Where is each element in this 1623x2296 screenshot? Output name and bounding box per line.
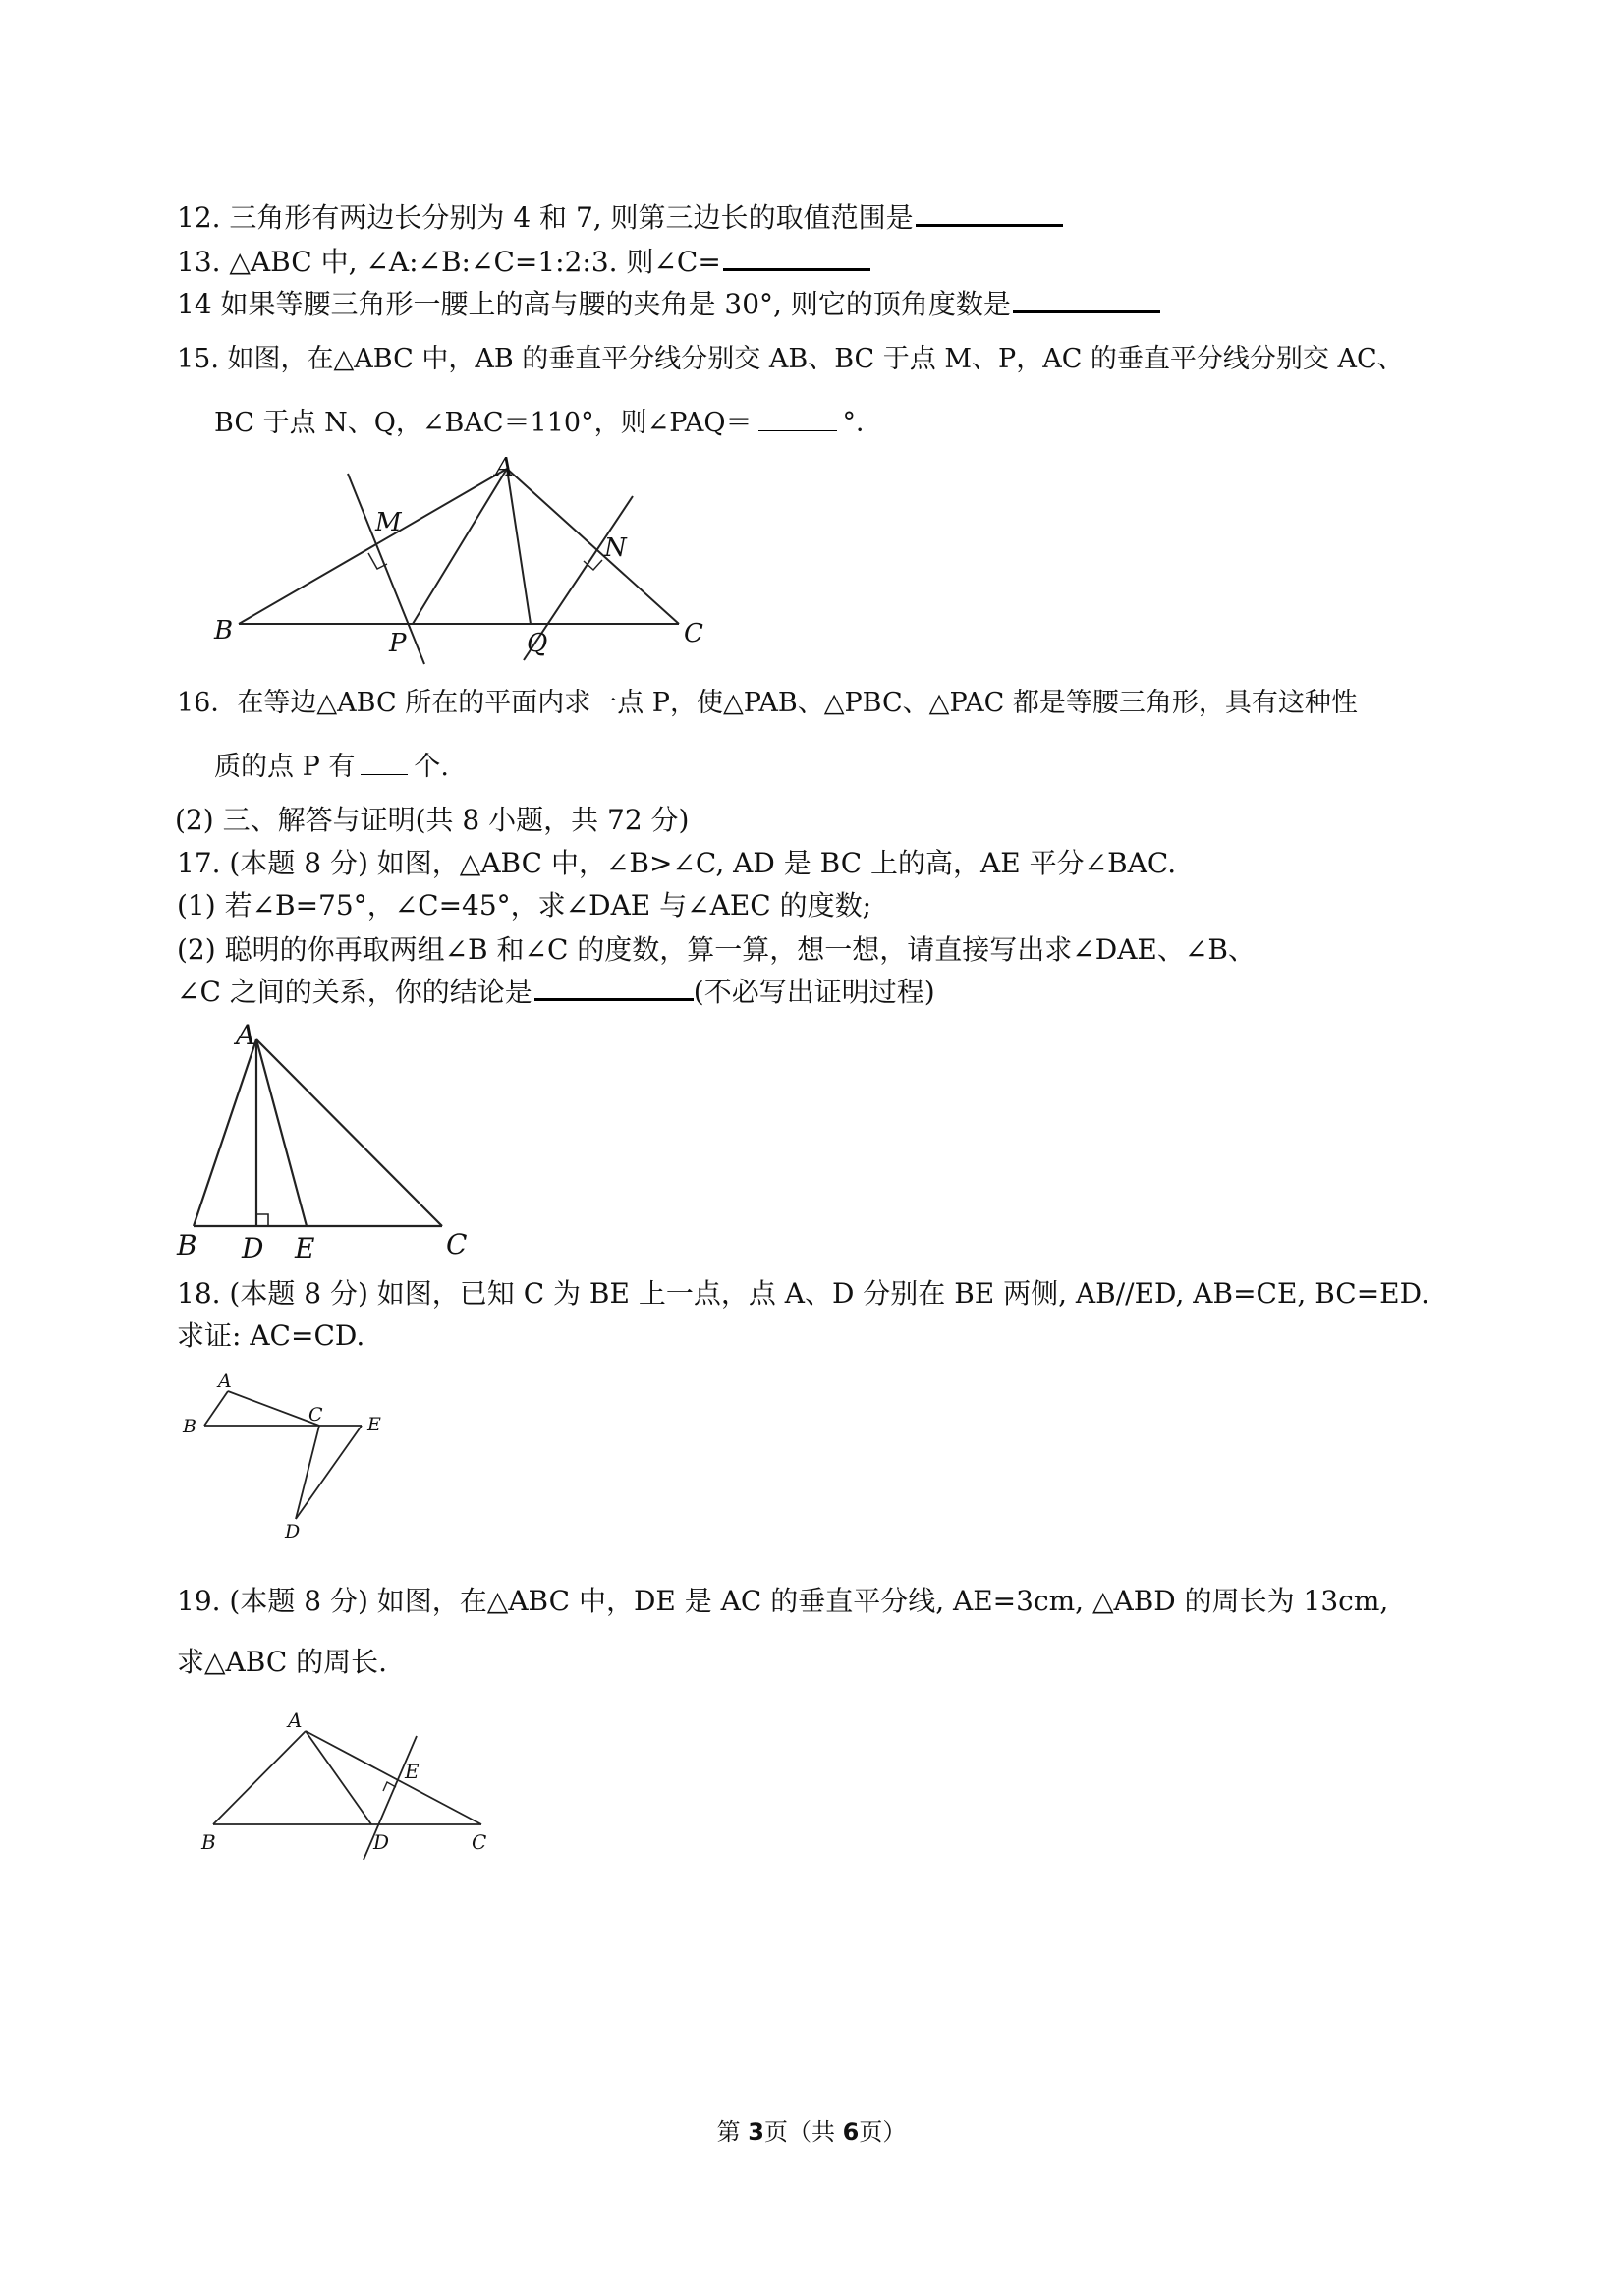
label-b: B: [214, 616, 234, 645]
label-c: C: [308, 1404, 323, 1426]
segment-ab: [213, 1731, 306, 1824]
question-14: 14 如果等腰三角形一腰上的高与腰的夹角是 30°, 则它的顶角度数是: [177, 288, 1160, 321]
label-d: D: [242, 1232, 264, 1264]
label-b: B: [177, 1229, 197, 1261]
question-17-line1: 17. (本题 8 分) 如图，△ABC 中，∠B>∠C, AD 是 BC 上的高，AE 平分∠BAC.: [177, 847, 1177, 879]
question-19-line2: 求△ABC 的周长.: [177, 1646, 388, 1678]
label-b: B: [201, 1830, 216, 1854]
question-16-line2: 质的点 P 有 个.: [214, 752, 449, 782]
label-d: D: [285, 1521, 301, 1542]
label-a: A: [218, 1371, 232, 1392]
current-page: 3: [748, 2118, 764, 2146]
question-16-line1: 16．在等边△ABC 所在的平面内求一点 P，使△PAB、△PBC、△PAC 都是等腰三角形，具有这种性: [177, 688, 1358, 718]
label-d: D: [373, 1830, 390, 1854]
question-12: 12. 三角形有两边长分别为 4 和 7, 则第三边长的取值范围是: [177, 201, 1063, 235]
label-e: E: [405, 1760, 420, 1783]
question-13: 13. △ABC 中, ∠A:∠B:∠C=1:2:3. 则∠C=: [177, 246, 870, 279]
label-e: E: [367, 1414, 381, 1435]
section-heading: (2) 三、解答与证明(共 8 小题，共 72 分): [175, 804, 690, 836]
label-n: N: [604, 533, 627, 563]
label-m: M: [375, 508, 402, 537]
question-18-line2: 求证: AC=CD.: [177, 1319, 365, 1352]
label-c: C: [446, 1228, 468, 1260]
label-c: C: [472, 1830, 487, 1854]
question-15-line2: BC 于点 N、Q，∠BAC＝110°，则∠PAQ＝ °．: [214, 408, 883, 438]
question-19-line1: 19. (本题 8 分) 如图，在△ABC 中，DE 是 AC 的垂直平分线, AE=3cm, △ABD 的周长为 13cm,: [177, 1585, 1389, 1617]
label-e: E: [295, 1232, 315, 1264]
question-17-line3: (2) 聪明的你再取两组∠B 和∠C 的度数，算一算，想一想，请直接写出求∠DAE、∠B、: [177, 933, 1256, 966]
label-q: Q: [527, 629, 548, 658]
label-a: A: [236, 1019, 256, 1051]
segment-ac: [306, 1731, 481, 1824]
segment-ad: [306, 1731, 371, 1824]
label-a: A: [288, 1708, 303, 1732]
label-a: A: [495, 453, 514, 482]
question-18-line1: 18. (本题 8 分) 如图，已知 C 为 BE 上一点，点 A、D 分别在 BE 两侧, AB//ED, AB=CE, BC=ED.: [177, 1277, 1429, 1310]
label-b: B: [183, 1416, 196, 1437]
question-15-line1: 15. 如图，在△ABC 中，AB 的垂直平分线分别交 AB、BC 于点 M、P，AC 的垂直平分线分别交 AC、: [177, 344, 1404, 374]
label-p: P: [389, 629, 407, 658]
label-c: C: [684, 619, 703, 648]
question-17-line4: ∠C 之间的关系，你的结论是 (不必写出证明过程): [177, 976, 935, 1008]
perpendicular-bisector-de: [364, 1736, 417, 1860]
question-17-line2: (1) 若∠B=75°，∠C=45°，求∠DAE 与∠AEC 的度数;: [177, 889, 872, 922]
total-pages: 6: [842, 2118, 860, 2146]
page-footer: 第 3页（共 6页）: [716, 2118, 907, 2146]
